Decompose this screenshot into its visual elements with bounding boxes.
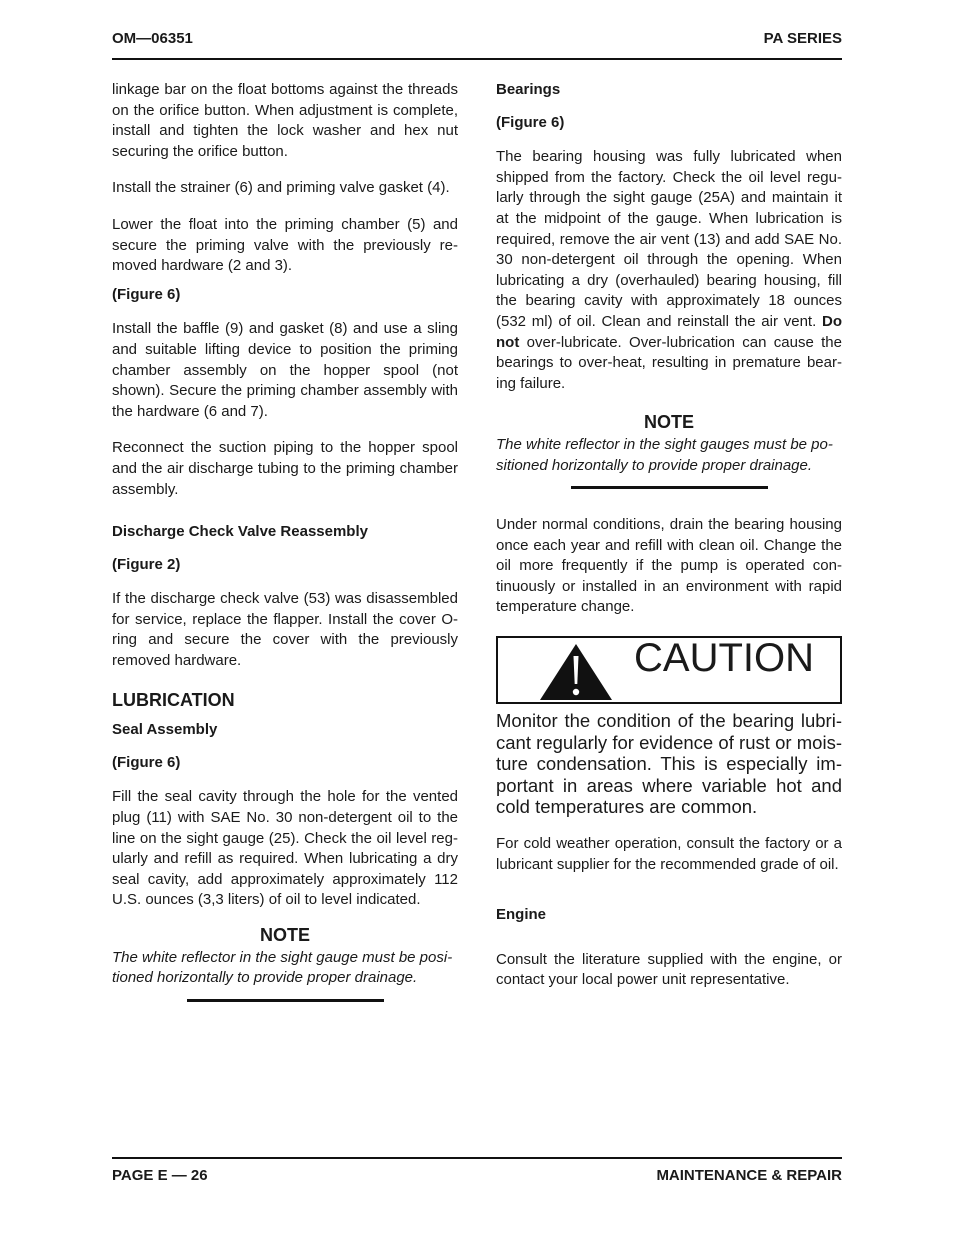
paragraph: Lower the float into the priming chamber (5) and secure the priming valve with the previously removed hardware (2 and 3). [112, 215, 458, 275]
note-rule [571, 486, 768, 489]
note-body: The white reflector in the sight gauge must be positioned horizontally to provide proper drainage. [112, 948, 453, 987]
figure-reference: (Figure 2) [112, 555, 181, 573]
caution-box [496, 636, 842, 704]
header-rule [112, 58, 842, 60]
page-header [112, 30, 842, 50]
section-title: LUBRICATION [112, 689, 235, 710]
document-number: OM—06351 [112, 30, 193, 47]
footer-rule [112, 1157, 842, 1159]
paragraph-text: The bearing housing was fully lubricated when shipped from the factory. Check the oil level regularly through the sight gauge (25A) and maintain it at the midpoint of the gauge. When lubrication is required, remove the air vent (13) and add SAE No. 30 non-detergent oil through the opening. When lubricating a dry (overhauled) bearing housing, fill the bearing cavity with approximately 18 ounces (532 ml) of oil. Clean and reinstall the air vent. [496, 148, 842, 330]
page-number: PAGE E — 26 [112, 1167, 208, 1184]
figure-reference: (Figure 6) [112, 753, 181, 771]
subsection-heading: Seal Assembly [112, 721, 218, 739]
caution-text: Monitor the condition of the bearing lubricant regularly for evidence of rust or moisture condensation. This is especially important in areas where variable hot and cold temperatures are common. [496, 710, 842, 818]
section-name: MAINTENANCE & REPAIR [656, 1167, 842, 1184]
emphasis-text: Do not [496, 312, 843, 351]
subsection-heading: Bearings [496, 81, 561, 98]
figure-reference: (Figure 6) [496, 113, 565, 131]
paragraph-text: over-lubricate. Over-lubrication can cause the bearings to over-heat, resulting in premature bearing failure. [496, 333, 842, 392]
paragraph: If the discharge check valve (53) was disassembled for service, replace the flapper. Install the cover O-ring and secure the cover with the previously removed hardware. [112, 590, 458, 670]
caution-label: CAUTION [634, 636, 814, 681]
paragraph: For cold weather operation, consult the factory or a lubricant supplier for the recommended grade of oil. [496, 835, 842, 873]
paragraph: linkage bar on the float bottoms against the threads on the orifice button. When adjustment is complete, install and tighten the lock washer and hex nut securing the orifice button. [112, 81, 458, 160]
paragraph: Install the baffle (9) and gasket (8) and use a sling and suitable lifting device to position the priming chamber assembly on the hopper spool (not shown). Secure the priming chamber assembly with the hardware (6 and 7). [112, 320, 458, 420]
paragraph: Reconnect the suction piping to the hopper spool and the air discharge tubing to the priming chamber assembly. [112, 439, 458, 498]
note-title: NOTE [259, 925, 310, 945]
note-title: NOTE [643, 412, 694, 433]
note-body: The white reflector in the sight gauges must be positioned horizontally to provide proper drainage. [496, 435, 833, 474]
paragraph: Install the strainer (6) and priming valve gasket (4). [112, 179, 450, 197]
figure-reference: (Figure 6) [112, 285, 181, 303]
subsection-heading: Engine [496, 906, 547, 924]
right-column [496, 80, 842, 1007]
section-heading: Discharge Check Valve Reassembly [112, 523, 368, 541]
warning-triangle-icon [538, 642, 614, 702]
note-rule [187, 999, 384, 1002]
series-name: PA SERIES [763, 30, 842, 47]
paragraph: Consult the literature supplied with the engine, or contact your local power unit representative. [496, 950, 842, 989]
left-column [112, 80, 458, 1022]
paragraph: Under normal conditions, drain the bearing housing once each year and refill with clean oil. Change the oil more frequently if the pump is operated continuously or installed in an environment with rapid temperature change. [496, 516, 842, 616]
paragraph [496, 147, 842, 394]
paragraph: Fill the seal cavity through the hole for the vented plug (11) with SAE No. 30 non-detergent oil to the line on the sight gauge (25). Check the oil level regularly and refill as required. When lubricating a dry seal cavity, add approximately approximately 112 U.S. ounces (3,3 liters) of oil to level indicated. [112, 788, 458, 909]
